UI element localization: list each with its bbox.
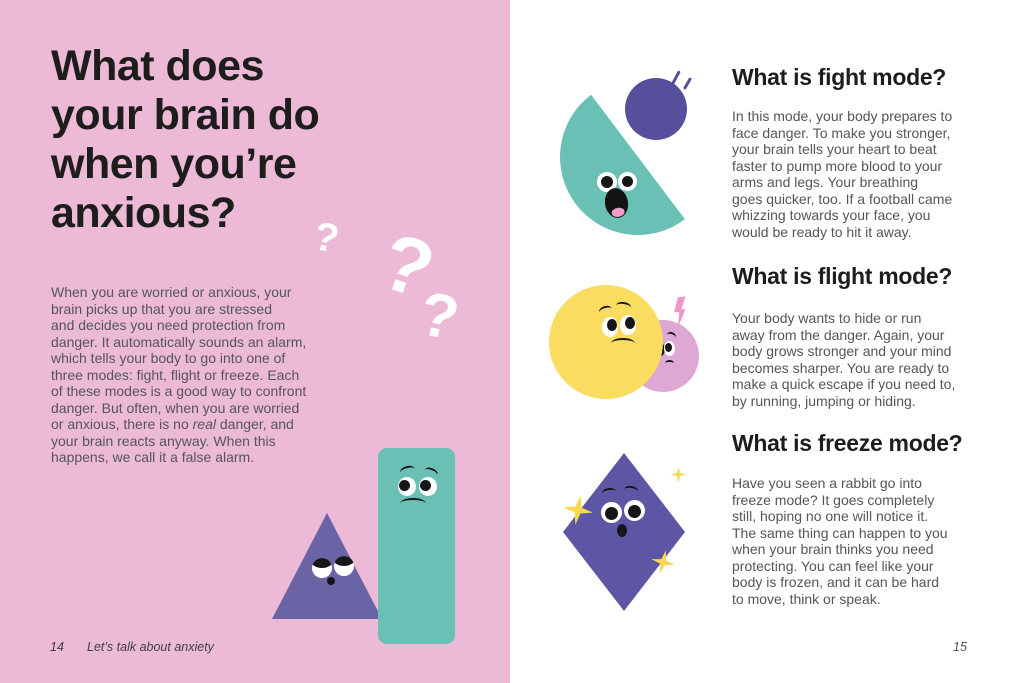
pupil <box>420 480 431 491</box>
pupil <box>628 505 641 518</box>
semicircle-right-eye <box>618 172 637 191</box>
pupil <box>607 319 617 331</box>
flight-mode-paragraph: Your body wants to hide or run away from the danger. Again, your body grows stronger and your mind becomes sharper. You are ready to make a quick escape if you need to, by running, jumping or hiding. <box>732 310 956 409</box>
eyelid <box>334 556 354 566</box>
diamond-left-eye <box>601 502 622 523</box>
rectangle-mouth <box>400 498 426 509</box>
pink-circle-mouth <box>665 360 674 366</box>
page-number-right: 15 <box>953 640 967 654</box>
page-title: What does your brain do when you’re anxious? <box>51 42 320 237</box>
rectangle-left-brow <box>399 464 416 476</box>
rectangle-character <box>378 448 455 644</box>
question-mark-small-icon: ? <box>309 213 343 263</box>
sparkle-icon <box>671 467 686 482</box>
diamond-right-eye <box>624 500 645 521</box>
pupil <box>622 176 633 187</box>
book-title: Let’s talk about anxiety <box>87 640 214 654</box>
alert-line-icon <box>683 77 692 90</box>
pupil <box>605 507 618 520</box>
pink-circle-eye <box>664 341 675 356</box>
intro-paragraph: When you are worried or anxious, your brain picks up that you are stressed and decides you need protection from danger. It automatically sounds an alarm, which tells your body to go into one of three modes: fight, flight or freeze. Each of these modes is a good way to confront danger. But often, when you are worried or anxious, there is no real danger, and your brain reacts anyway. When this happens, we call it a false alarm. <box>51 284 307 465</box>
rectangle-right-eye <box>419 477 437 496</box>
freeze-mode-heading: What is freeze mode? <box>732 430 963 456</box>
yellow-circle-shape <box>549 285 663 399</box>
question-mark-medium-icon: ? <box>413 278 465 355</box>
eyelid <box>312 558 332 568</box>
diamond-mouth <box>617 524 627 537</box>
triangle-right-eye <box>334 556 354 576</box>
yellow-left-eye <box>602 317 618 337</box>
yellow-right-eye <box>620 315 636 335</box>
pupil <box>665 343 672 352</box>
fight-mode-heading: What is fight mode? <box>732 64 947 90</box>
pupil <box>625 317 635 329</box>
question-mark-large-icon: ? <box>370 215 445 316</box>
triangle-mouth <box>327 577 335 585</box>
triangle-character <box>270 510 384 620</box>
fight-mode-paragraph: In this mode, your body prepares to face danger. To make you stronger, your brain tells your heart to beat faster to pump more blood to your arms and legs. Your breathing goes quicker, too. If a football came whizzing towards your face, you would be ready to hit it away. <box>732 108 953 240</box>
yellow-mouth <box>611 338 635 349</box>
left-page <box>0 0 510 683</box>
pupil <box>399 480 410 491</box>
pupil <box>601 176 613 188</box>
freeze-mode-illustration <box>558 450 696 618</box>
purple-ball-shape <box>625 78 687 140</box>
page-number-left: 14 <box>50 640 64 654</box>
freeze-mode-paragraph: Have you seen a rabbit go into freeze mode? It goes completely still, hoping no one will notice it. The same thing can happen to you when your brain thinks you need protecting. You can feel like your body is frozen, and it can be hard to move, think or speak. <box>732 475 948 607</box>
fight-mode-illustration <box>555 60 720 238</box>
triangle-left-eye <box>312 558 332 578</box>
flight-mode-illustration <box>545 280 713 406</box>
flight-mode-heading: What is flight mode? <box>732 263 953 289</box>
rectangle-left-eye <box>398 477 416 496</box>
